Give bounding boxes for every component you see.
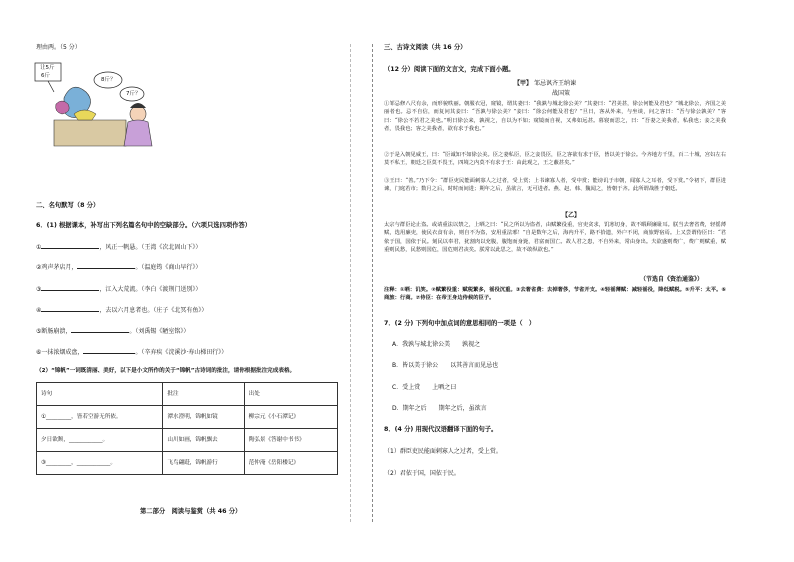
table-cell: 飞鸟翩跹，锦帆游行 bbox=[163, 452, 244, 475]
column-divider bbox=[372, 44, 373, 522]
reading-intro: （12 分）阅读下面的文言文，完成下面小题。 bbox=[384, 66, 515, 73]
bubble-text-4: 7斤？ bbox=[126, 91, 141, 97]
table-cell[interactable]: ③_________，____________。 bbox=[37, 452, 163, 475]
binding-line bbox=[350, 44, 351, 522]
answer-blank[interactable] bbox=[77, 262, 135, 269]
table-row bbox=[37, 452, 338, 475]
table-header: 出处 bbox=[244, 383, 337, 406]
bubble-text-3: 8斤？ bbox=[101, 77, 116, 83]
table-row bbox=[37, 429, 338, 452]
q7-option-a[interactable]: A．我孰与城北徐公美 孰视之 bbox=[392, 341, 481, 348]
table-cell[interactable]: ①_________，皆若空游无所依。 bbox=[37, 406, 163, 429]
recite-item-6: ⑥一抹浓烟成盘， 。（辛弃疾《浣溪沙·寿山梯田行》） bbox=[36, 349, 228, 356]
table-header-row bbox=[37, 383, 338, 406]
answer-blank[interactable] bbox=[83, 347, 135, 354]
customer-head bbox=[130, 106, 146, 122]
merchant-face bbox=[56, 101, 70, 114]
q6-2-title: （2）“锦帆”一词既清丽、美好，以下是小文所作的关于“锦帆”古诗词的批注，请你根据批注完成表格。 bbox=[36, 368, 296, 374]
passage-jia-source: 战国策 bbox=[552, 90, 571, 97]
table-header: 批注 bbox=[163, 383, 244, 406]
recite-item-3: ③ ，江入大荒流。（李白《渡荆门送别》） bbox=[36, 286, 202, 293]
cartoon-illustration bbox=[34, 62, 160, 150]
section-2-heading: 二、名句默写（8 分） bbox=[36, 202, 100, 209]
question-8: 8．(4 分) 用现代汉语翻译下面的句子。 bbox=[384, 426, 498, 433]
answer-blank[interactable] bbox=[41, 242, 99, 249]
recite-item-2: ②鸡声茅店月， 。（温庭筠《商山早行》） bbox=[36, 264, 202, 271]
table-header: 诗句 bbox=[37, 383, 163, 406]
passage-jia-paragraph-2: ②于是入朝见威王，曰：“臣诚知不如徐公美。臣之妻私臣，臣之妾畏臣，臣之客欲有求于臣，皆以美于徐公。今齐地方千里，百二十城，宫妇左右莫不私王，朝廷之臣莫不畏王，四境之内莫不有求于王：由此观之，王之蔽甚矣。” bbox=[384, 152, 726, 167]
table-cell: 潭水澄明，锦帆如镜 bbox=[163, 406, 244, 429]
intro-line: 理由两。（5 分） bbox=[36, 44, 81, 51]
answer-blank[interactable] bbox=[41, 284, 99, 291]
table-row bbox=[37, 406, 338, 429]
part-2-heading: 第二部分 阅读与鉴赏（共 46 分） bbox=[140, 508, 242, 515]
answer-blank[interactable] bbox=[71, 326, 129, 333]
annotation-notes: 注释：①哂：讥笑。②赋繁役重：赋税繁多，徭役沉重。③去奢省费：去掉奢侈，节省开支。④轻徭薄赋：减轻徭役，降低赋税。⑤升平：太平。⑥商旅：行商。⑦侍臣：在帝王身边侍候的臣子。 bbox=[384, 287, 726, 302]
cartoon-svg bbox=[34, 62, 160, 150]
table-cell: 山川如画，锦帆飘去 bbox=[163, 429, 244, 452]
counter-desk bbox=[54, 120, 126, 146]
passage-jia-paragraph-3: ③王曰：“善。”乃下令：“群臣吏民能面刺寡人之过者，受上赏；上书谏寡人者，受中赏；能谤讥于市朝，闻寡人之耳者，受下赏。”令初下，群臣进谏，门庭若市；数月之后，时时而间进；期年之后，虽欲言，无可进者。燕、赵、韩、魏闻之，皆朝于齐。此所谓战胜于朝廷。 bbox=[384, 178, 726, 193]
left-column bbox=[0, 0, 372, 562]
bubble-text-2: 6斤 bbox=[41, 73, 50, 79]
passage-yi-tag: 【乙】 bbox=[562, 212, 581, 219]
passage-yi-source: （节选自《资治通鉴》） bbox=[640, 276, 704, 283]
q6-1-title: 6．(1) 根据课本，补写出下列名篇名句中的空缺部分。（六项只选四项作答） bbox=[36, 222, 252, 229]
answer-blank[interactable] bbox=[41, 305, 99, 312]
section-3-heading: 三、古诗文阅读（共 16 分） bbox=[384, 44, 467, 51]
recite-item-1: ① ，风正一帆悬。（王湾《次北固山下》） bbox=[36, 244, 202, 251]
q7-option-b[interactable]: B．皆以美于徐公 以其善言而见忌也 bbox=[392, 362, 499, 369]
q7-option-c[interactable]: C．受上赏 上哂之曰 bbox=[392, 384, 457, 391]
table-cell: 陶弘景《答谢中书书》 bbox=[244, 429, 337, 452]
passage-jia-paragraph-1: ①邹忌修八尺有余，而形貌昳丽。朝服衣冠，窥镜，谓其妻曰：“我孰与城北徐公美？”其妻曰：“君美甚，徐公何能及君也？”城北徐公，齐国之美丽者也。忌不自信，而复问其妾曰：“吾孰与徐公美？”妾曰：“徐公何能及君也？”旦日，客从外来，与坐谈，问之客曰：“吾与徐公孰美？”客曰：“徐公不若君之美也。”明日徐公来，孰视之，自以为不如；窥镜而自视，又弗如远甚。暮寝而思之，曰：“吾妻之美我者，私我也；妾之美我者，畏我也；客之美我者，欲有求于我也。” bbox=[384, 101, 726, 133]
question-7: 7．(2 分) 下列句中加点词的意思相同的一项是（ ） bbox=[384, 320, 536, 327]
recite-item-5: ⑤断肠崩溃， 。（刘禹锡《陋室铭》） bbox=[36, 328, 190, 335]
table-cell[interactable]: 夕日欲颓，____________。 bbox=[37, 429, 163, 452]
recite-item-4: ④ ，去以六月息者也。（庄子《北冥有鱼》） bbox=[36, 307, 208, 314]
annotation-table bbox=[36, 382, 338, 475]
passage-yi-paragraph: 太宗与群臣论止盗。或请重法以禁之，上哂之曰：“民之所以为盗者，由赋繁役重，官吏贪求，饥寒切身，故不暇顾廉耻耳。朕当去奢省费，轻徭薄赋，选用廉吏，使民衣食有余，则自不为盗，安用重法邪！”自是数年之后，海内升平，路不拾遗，外户不闭，商旅野宿焉。上又尝谓侍臣曰：“君依于国，国依于民。刻民以奉君，犹割肉以充腹，腹饱而身毙，君富而国亡。故人君之患，不自外来，常由身出。夫欲盛则费广，费广则赋重，赋重则民愁，民愁则国危，国危则君丧矣。朕常以此思之，故不敢纵欲也。” bbox=[384, 222, 726, 254]
q7-option-d[interactable]: D．期年之后 期年之后，虽欲言 bbox=[392, 405, 487, 412]
q8-sentence-1: （1）群臣吏民能面刺寡人之过者，受上赏。 bbox=[384, 448, 502, 455]
customer-body bbox=[124, 120, 152, 146]
passage-jia-heading bbox=[514, 80, 576, 88]
q8-sentence-2: （2）君依于国，国依于民。 bbox=[384, 470, 460, 477]
table-cell: 柳宗元《小石潭记》 bbox=[244, 406, 337, 429]
bubble-text-1: 让5斤 bbox=[40, 65, 55, 71]
passage-jia-title: 邹忌讽齐王纳谏 bbox=[533, 80, 576, 87]
table-cell: 范仲淹《岳阳楼记》 bbox=[244, 452, 337, 475]
passage-jia-tag: 【甲】 bbox=[514, 80, 533, 87]
